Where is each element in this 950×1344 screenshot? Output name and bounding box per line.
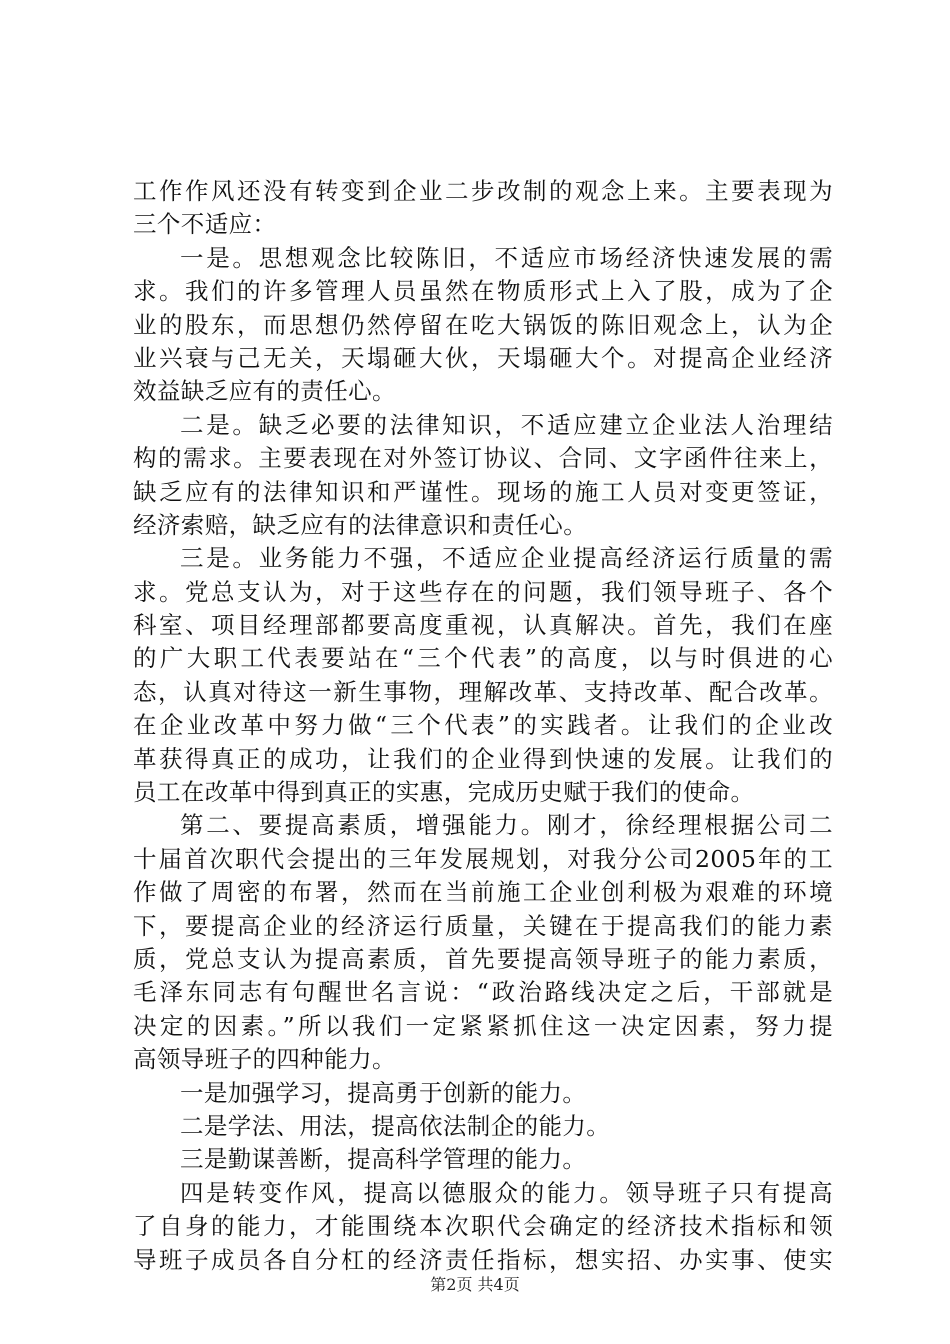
text-line: 决定的因素。”所以我们一定紧紧抓住这一决定因素，努力提: [133, 1011, 833, 1040]
text-line: 工作作风还没有转变到企业二步改制的观念上来。主要表现为: [133, 177, 833, 205]
text-line: 三个不适应：: [133, 210, 277, 239]
text-line: 经济索赔，缺乏应有的法律意识和责任心。: [133, 510, 588, 539]
text-line: 二是。缺乏必要的法律知识，不适应建立企业法人治理结: [180, 410, 833, 439]
text-line: 十届首次职代会提出的三年发展规划，对我分公司2005年的工: [133, 844, 833, 873]
text-line: 下，要提高企业的经济运行质量，关键在于提高我们的能力素: [133, 911, 833, 940]
text-line: 在企业改革中努力做“三个代表”的实践者。让我们的企业改: [133, 711, 833, 740]
text-line: 导班子成员各自分杠的经济责任指标，想实招、办实事、使实: [133, 1245, 833, 1274]
text-line: 毛泽东同志有句醒世名言说：“政治路线决定之后，干部就是: [133, 978, 833, 1007]
text-line: 业的股东，而思想仍然停留在吃大锅饭的陈旧观念上，认为企: [133, 310, 833, 339]
document-body: [133, 175, 833, 1277]
text-line: 构的需求。主要表现在对外签订协议、合同、文字函件往来上，: [133, 444, 833, 473]
text-line: 二是学法、用法，提高依法制企的能力。: [180, 1111, 611, 1140]
text-line: 一是。思想观念比较陈旧，不适应市场经济快速发展的需: [180, 243, 833, 272]
text-line: 质，党总支认为提高素质，首先要提高领导班子的能力素质，: [133, 944, 833, 973]
text-line: 了自身的能力，才能围绕本次职代会确定的经济技术指标和领: [133, 1212, 833, 1241]
text-line: 的广大职工代表要站在“三个代表”的高度，以与时俱进的心: [133, 644, 833, 673]
text-line: 态，认真对待这一新生事物，理解改革、支持改革、配合改革。: [133, 677, 833, 706]
text-line: 求。我们的许多管理人员虽然在物质形式上入了股，成为了企: [133, 277, 833, 306]
text-line: 三是勤谋善断，提高科学管理的能力。: [180, 1145, 587, 1174]
text-line: 效益缺乏应有的责任心。: [133, 377, 396, 406]
text-line: 科室、项目经理部都要高度重视，认真解决。首先，我们在座: [133, 611, 833, 640]
text-line: 缺乏应有的法律知识和严谨性。现场的施工人员对变更签证，: [133, 477, 833, 506]
text-line: 业兴衰与己无关，天塌砸大伙，天塌砸大个。对提高企业经济: [133, 343, 833, 372]
text-line: 革获得真正的成功，让我们的企业得到快速的发展。让我们的: [133, 744, 833, 773]
text-line: 三是。业务能力不强，不适应企业提高经济运行质量的需: [180, 544, 833, 573]
text-line: 员工在改革中得到真正的实惠，完成历史赋于我们的使命。: [133, 778, 755, 807]
text-line: 第二、要提高素质，增强能力。刚才，徐经理根据公司二: [180, 811, 833, 840]
text-line: 求。党总支认为，对于这些存在的问题，我们领导班子、各个: [133, 577, 833, 606]
text-line: 作做了周密的布署，然而在当前施工企业创利极为艰难的环境: [133, 878, 833, 907]
text-line: 四是转变作风，提高以德服众的能力。领导班子只有提高: [180, 1178, 833, 1207]
page-number-footer: 第2页 共4页: [430, 1275, 520, 1294]
text-line: 一是加强学习，提高勇于创新的能力。: [180, 1078, 587, 1107]
text-line: 高领导班子的四种能力。: [133, 1045, 396, 1074]
